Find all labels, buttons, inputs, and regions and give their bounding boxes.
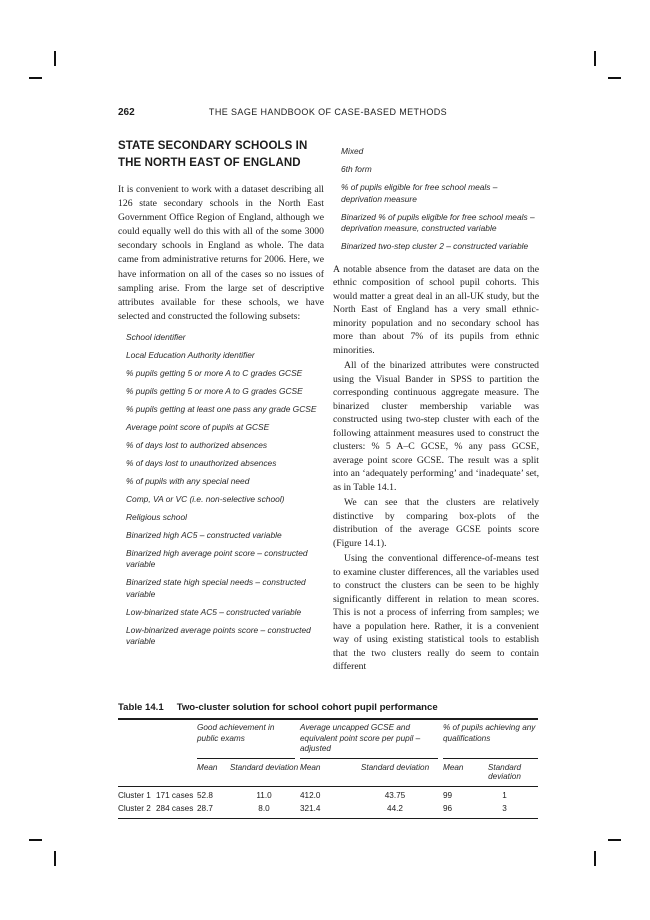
table-cell: 28.7: [197, 804, 213, 813]
table-cell: 3: [502, 804, 507, 813]
table-subheader-mean: Mean: [197, 762, 218, 772]
table-subheader-spacer: [118, 759, 197, 783]
attribute-list-item: % of pupils eligible for free school meals – deprivation measure: [341, 182, 498, 204]
body-paragraph: Using the conventional difference-of-means test to examine cluster differences, all the variables used to construct the clusters can be seen to be highly significantly different in relation to mean scores. This is not a process of inferring from samples; we have a population here. Rather, it is a convenient way of using existing statistical tools to establish that the two clusters really do seem to contain different: [333, 553, 539, 672]
attribute-list-item: Low-binarized state AC5 – constructed variable: [126, 606, 302, 617]
table-subheader-sd: Standard deviation: [229, 762, 299, 772]
table-row-label: Cluster 1: [118, 790, 151, 800]
crop-mark-bottom-right-horizontal: [608, 839, 621, 841]
attribute-list-item: Average point score of pupils at GCSE: [126, 421, 270, 432]
table-title: [118, 702, 538, 713]
running-head: THE SAGE HANDBOOK OF CASE-BASED METHODS: [208, 107, 448, 117]
body-paragraph: All of the binarized attributes were constructed using the Visual Bander in SPSS to partition the corresponding continuous aggregate measure. The binarized cluster membership variable was constructed using two-step cluster with each of the following attainment measures used to construct the clusters: % 5 A–C GCSE, % any pass GCSE, average point score GCSE. The result was a split into an ‘adequately performing’ and ‘inadequate’ set, as in Table 14.1.: [333, 360, 539, 493]
table-group-header: Good achievement in public exams: [197, 720, 295, 759]
right-column: [333, 146, 539, 676]
attribute-list-item: % of days lost to unauthorized absences: [126, 457, 277, 468]
table-cell: 321.4: [300, 804, 321, 813]
crop-mark-bottom-left-vertical: [54, 851, 56, 866]
table-row-label: Cluster 2: [118, 804, 151, 813]
table-cell: 1: [502, 790, 507, 800]
attribute-list-left: [118, 332, 324, 648]
attribute-list-item: % pupils getting 5 or more A to C grades GCSE: [126, 367, 303, 378]
table-cell: 412.0: [300, 790, 321, 800]
page-header: [118, 107, 538, 117]
attribute-list-item: Binarized state high special needs – constructed variable: [126, 577, 306, 599]
table-cell: 44.2: [387, 804, 403, 813]
attribute-list-item: % pupils getting at least one pass any grade GCSE: [126, 403, 317, 414]
table-label: Table 14.1: [118, 702, 164, 713]
table-group-header: Average uncapped GCSE and equivalent point score per pupil – adjusted: [300, 720, 438, 759]
attribute-list-item: % of pupils with any special need: [126, 475, 250, 486]
attribute-list-item: Local Education Authority identifier: [126, 349, 255, 360]
table-cell: 52.8: [197, 790, 213, 800]
crop-mark-top-right-vertical: [594, 51, 596, 66]
attribute-list-item: Mixed: [341, 146, 364, 156]
crop-mark-bottom-left-horizontal: [29, 839, 42, 841]
table-group-spacer: [118, 720, 197, 759]
table-cell: 96: [443, 804, 453, 813]
table-subheader-sd: Standard deviation: [487, 762, 522, 781]
crop-mark-top-right-horizontal: [608, 77, 621, 79]
attribute-list-item: % pupils getting 5 or more A to G grades GCSE: [126, 385, 303, 396]
attribute-list-item: School identifier: [126, 331, 186, 342]
table-group-header: % of pupils achieving any qualifications: [443, 720, 538, 759]
attribute-list-item: 6th form: [341, 164, 372, 174]
table-bottom-rule: [118, 818, 538, 819]
table-cell: 8.0: [258, 804, 270, 813]
attribute-list-item: % of days lost to authorized absences: [126, 439, 268, 450]
attribute-list-item: Binarized two-step cluster 2 – constructed variable: [341, 241, 529, 251]
left-column: [118, 138, 324, 654]
attribute-list-item: Religious school: [126, 511, 187, 522]
intro-paragraph: It is convenient to work with a dataset describing all 126 state secondary schools in the North East Government Office Region of England, although we could equally well do this with all of the some 3000 secondary schools in England as whole. The data came from administrative returns for 2006. Here, we have information on all of the cases so no issues of sampling arise. From the large set of descriptive attributes available for these schools, we have selected and constructed the following subsets:: [118, 184, 324, 322]
crop-mark-top-left-vertical: [54, 51, 56, 66]
page-number: 262: [118, 107, 135, 118]
table-cell: 11.0: [256, 790, 272, 800]
table-cell: 99: [443, 790, 453, 800]
table-subheader-sd: Standard deviation: [360, 762, 430, 772]
table-row-cases: 171 cases: [156, 790, 194, 800]
crop-mark-top-left-horizontal: [29, 77, 42, 79]
table-subheader-mean: Mean: [300, 762, 321, 772]
attribute-list-item: Binarized high average point score – constructed variable: [126, 547, 308, 570]
section-heading: STATE SECONDARY SCHOOLS IN THE NORTH EAST OF ENGLAND: [118, 140, 308, 169]
table-cell: 43.75: [384, 790, 406, 800]
body-paragraph: We can see that the clusters are relatively distinctive by comparing box-plots of the distribution of the average GCSE points score (Figure 14.1).: [333, 497, 539, 549]
table-subheader-mean: Mean: [443, 762, 464, 772]
body-paragraphs: [333, 263, 539, 674]
table-mid-rule: [118, 786, 538, 787]
table-row-cases: 284 cases: [156, 804, 194, 813]
attribute-list-item: Low-binarized average points score – constructed variable: [126, 624, 311, 647]
attribute-list-item: Binarized % of pupils eligible for free school meals – deprivation measure, constructed variable: [341, 211, 535, 233]
crop-mark-bottom-right-vertical: [594, 851, 596, 866]
attribute-list-item: Comp, VA or VC (i.e. non-selective school): [126, 493, 285, 504]
body-paragraph: A notable absence from the dataset are data on the ethnic composition of school pupil cohorts. This would matter a great deal in an all-UK study, but the North East of England has a very small ethnic-minority population and no secondary school has more than about 7% of its pupils from ethnic minorities.: [333, 263, 539, 356]
table-caption: Two-cluster solution for school cohort pupil performance: [176, 702, 438, 713]
table-grid: [118, 720, 538, 819]
table-14-1: [118, 702, 538, 819]
attribute-list-right: [333, 146, 539, 253]
attribute-list-item: Binarized high AC5 – constructed variable: [126, 529, 282, 540]
